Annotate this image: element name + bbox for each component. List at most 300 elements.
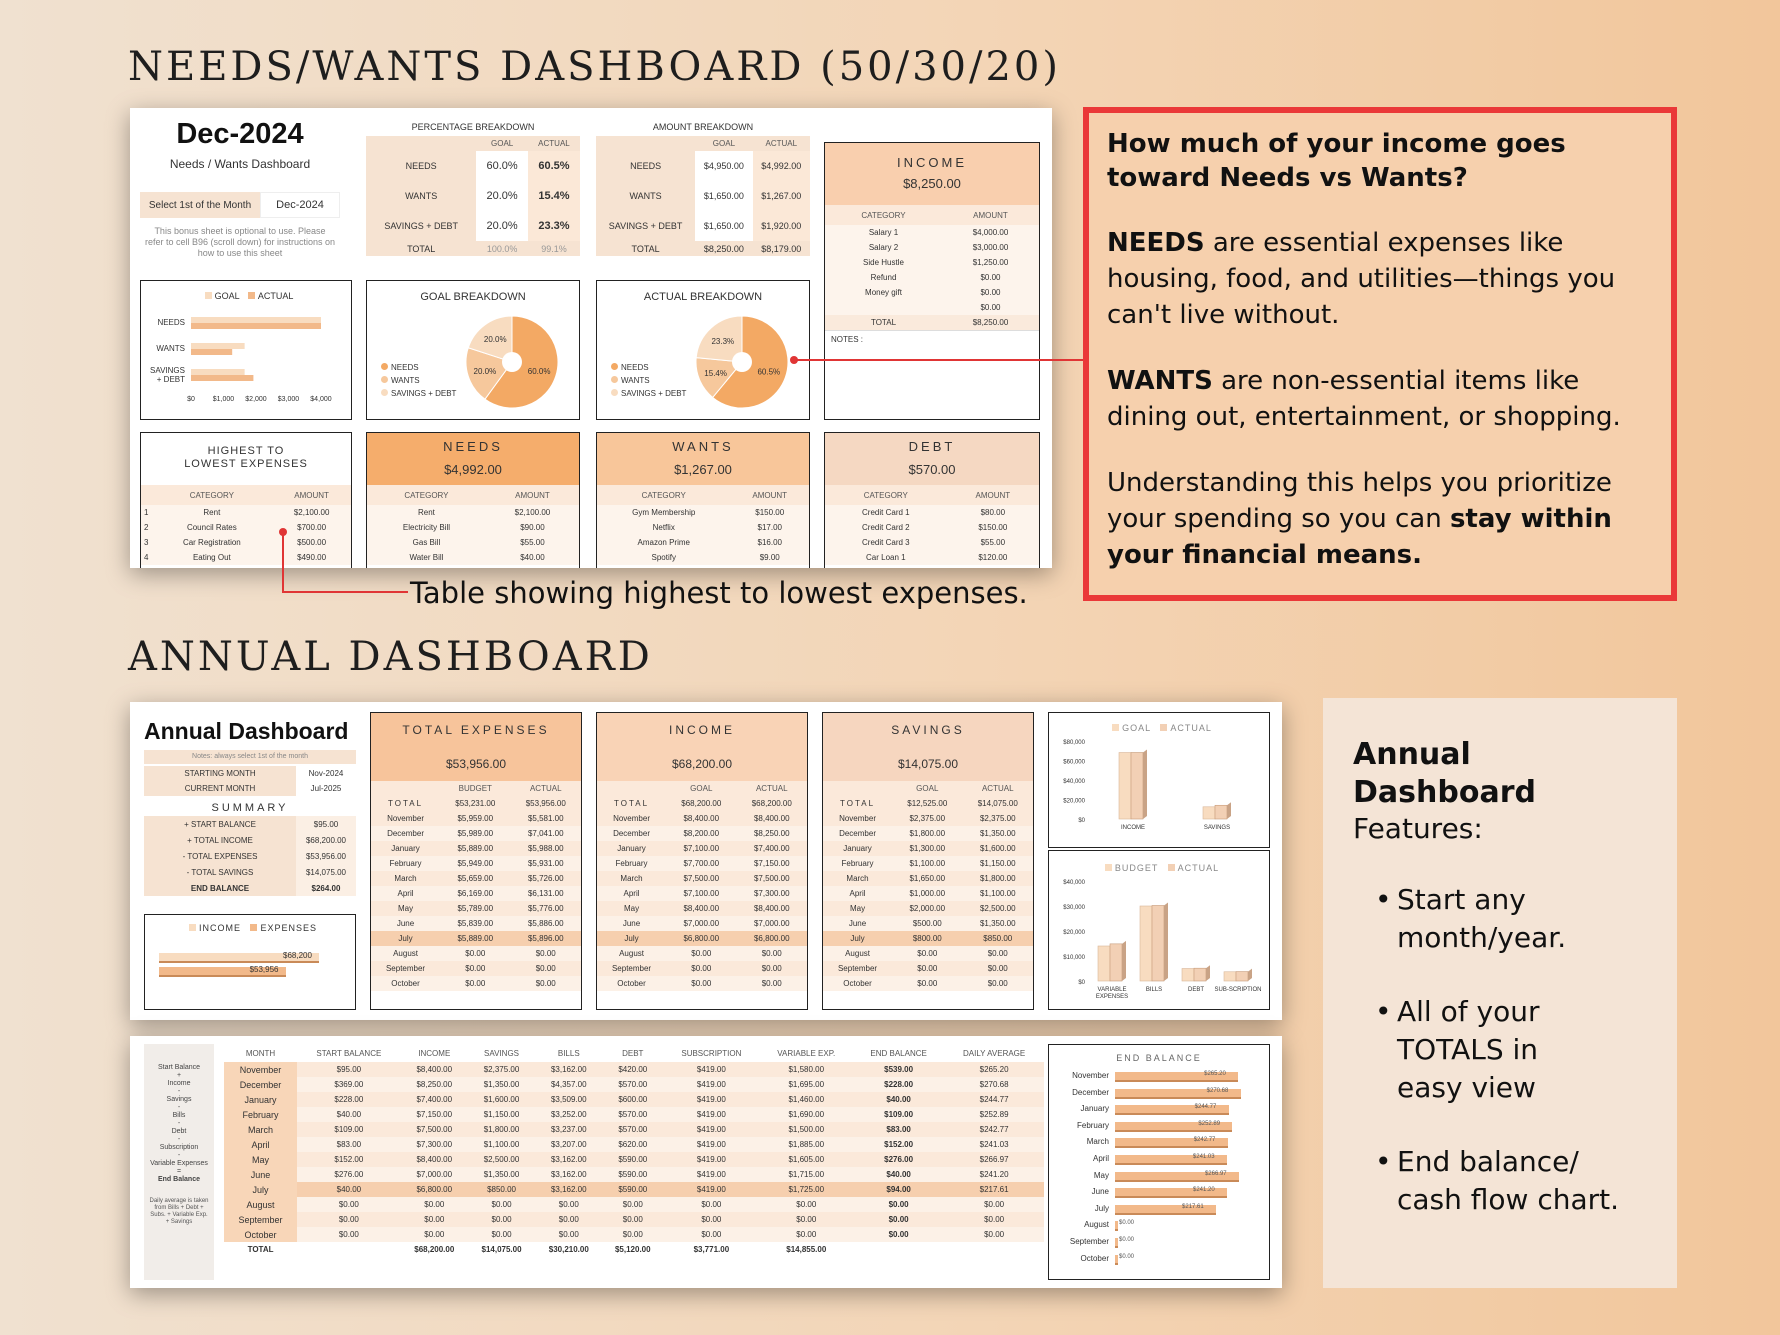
cf-cell: $0.00: [984, 1200, 1005, 1209]
column-side: [1164, 902, 1168, 981]
highest-row-cat: Eating Out: [151, 550, 272, 565]
debt-row-cat: Credit Card 1: [825, 505, 947, 520]
income-row-amt: $3,000.00: [942, 240, 1039, 255]
total-col1: $12,525.00: [907, 799, 948, 808]
cf-cell: $3,162.00: [550, 1155, 587, 1164]
cf-cell: $0.00: [888, 1230, 909, 1239]
month-row: [597, 826, 807, 841]
total-expenses-title: TOTAL EXPENSES: [402, 723, 550, 737]
annual-section-title: ANNUAL DASHBOARD: [128, 634, 653, 680]
month-col1: $800.00: [912, 934, 942, 943]
month-col1: $5,959.00: [457, 814, 494, 823]
cf-cell: $3,237.00: [550, 1125, 587, 1134]
cf-cell: $4,357.00: [550, 1080, 587, 1089]
end-balance-value-label: $252.89: [1198, 1120, 1221, 1127]
annual-income-panel: [596, 712, 808, 1010]
needs-row-amt: $55.00: [486, 535, 579, 550]
bullet-icon: •: [1375, 883, 1392, 916]
cf-cell: $570.00: [618, 1110, 648, 1119]
pct-total-actual: 99.1%: [528, 241, 580, 256]
needs-row-amt: $2,100.00: [486, 505, 579, 520]
wants-row-amt: $9.00: [730, 550, 809, 565]
cf-cell: $1,350.00: [483, 1080, 520, 1089]
callout-understanding: [1107, 465, 1653, 573]
cf-header: DAILY AVERAGE: [962, 1048, 1026, 1058]
income-row-cat: Salary 1: [825, 225, 942, 240]
pct-actual-header: ACTUAL: [528, 136, 580, 151]
needs-row-amt: $90.00: [486, 520, 579, 535]
highest-cat-header: CATEGORY: [189, 490, 234, 500]
month-name: April: [397, 889, 414, 898]
total-col2: $53,956.00: [525, 799, 566, 808]
month-name: January: [617, 844, 646, 853]
end-balance-value-label: $270.68: [1206, 1087, 1229, 1094]
month-row: [597, 886, 807, 901]
cash-flow-legend-label: Bills: [172, 1112, 186, 1119]
cf-cell: $3,509.00: [550, 1095, 587, 1104]
end-balance-value-label: $244.77: [1194, 1104, 1217, 1111]
cash-flow-legend-label: -: [177, 1136, 181, 1143]
cf-cell: $109.00: [884, 1110, 914, 1119]
month-row: [371, 916, 581, 931]
cf-cell: $590.00: [618, 1155, 648, 1164]
month-row: [823, 931, 1033, 946]
annual-savings-title: SAVINGS: [891, 723, 965, 737]
cf-cell: $570.00: [618, 1080, 648, 1089]
month-col1: $8,400.00: [683, 814, 720, 823]
end-balance-month-label: November: [1072, 1071, 1109, 1080]
column-category-label: DEBT: [1187, 987, 1205, 993]
month-col2: $0.00: [535, 979, 556, 988]
month-name: November: [839, 814, 876, 823]
cf-cell: $265.20: [979, 1065, 1009, 1074]
needs-text: are essential expenses like housing, food, and utilities—things you can't live without.: [1107, 228, 1616, 330]
cf-cell: $3,162.00: [550, 1185, 587, 1194]
month-row: [597, 856, 807, 871]
month-col2: $5,726.00: [527, 874, 564, 883]
wants-row-amt: $16.00: [730, 535, 809, 550]
cf-cell: $0.00: [701, 1230, 722, 1239]
needs-row-amt: $40.00: [486, 550, 579, 565]
wants-row-cat: Gym Membership: [597, 505, 730, 520]
column-budget: [1182, 969, 1194, 982]
income-legend-swatch: [189, 924, 196, 931]
cf-row: [224, 1092, 1044, 1107]
month-name: September: [611, 964, 652, 973]
annual-notes: Notes: always select 1st of the month: [144, 750, 356, 764]
needs-bold: NEEDS: [1107, 228, 1205, 258]
income-row-cat: Money gift: [825, 285, 942, 300]
month-name: March: [846, 874, 869, 883]
debt-row-amt: $80.00: [947, 505, 1039, 520]
actual-legend: ACTUAL: [1177, 863, 1220, 873]
callout-question: How much of your income goes toward Needs vs Wants?: [1107, 129, 1566, 193]
pie-slice-label: 20.0%: [473, 366, 497, 376]
month-name: June: [848, 919, 867, 928]
month-col2: $6,131.00: [527, 889, 564, 898]
col1-header: GOAL: [916, 784, 939, 793]
goal-pie-title: GOAL BREAKDOWN: [420, 291, 526, 303]
month-col2: $2,375.00: [979, 814, 1016, 823]
select-month-label: Select 1st of the Month: [140, 192, 260, 218]
summary-label: - TOTAL EXPENSES: [144, 848, 296, 864]
cf-header: START BALANCE: [316, 1048, 382, 1058]
month-col1: $0.00: [917, 964, 938, 973]
month-col1: $0.00: [465, 964, 486, 973]
amt-total-label: TOTAL: [596, 241, 695, 256]
month-col1: $0.00: [691, 949, 712, 958]
cf-cell: $40.00: [886, 1170, 911, 1179]
summary-value: $68,200.00: [296, 832, 356, 848]
month-col2: $0.00: [535, 964, 556, 973]
income-total-label: TOTAL: [825, 315, 942, 330]
cf-cell: $40.00: [336, 1185, 362, 1194]
income-notes[interactable]: NOTES :: [825, 330, 1039, 348]
month-row: [823, 886, 1033, 901]
cf-cell: $0.00: [558, 1230, 579, 1239]
wants-bold: WANTS: [1107, 366, 1213, 396]
debt-row-cat: Credit Card 2: [825, 520, 947, 535]
total-col1: $68,200.00: [681, 799, 722, 808]
cf-cell: $0.00: [338, 1200, 359, 1209]
pct-row-actual: 60.5%: [528, 151, 580, 181]
cf-cell: $1,690.00: [788, 1110, 825, 1119]
summary-label: + START BALANCE: [144, 816, 296, 832]
pie-slice-label: 60.0%: [527, 366, 551, 376]
income-row-cat: Salary 2: [825, 240, 942, 255]
cf-cell: $0.00: [796, 1200, 817, 1209]
month-col1: $7,100.00: [683, 844, 720, 853]
highest-title: HIGHEST TO LOWEST EXPENSES: [184, 445, 308, 470]
end-balance-month-label: February: [1076, 1120, 1109, 1130]
month-col1: $7,000.00: [683, 919, 720, 928]
column-side: [1143, 750, 1147, 819]
month-name: October: [843, 979, 872, 988]
cash-flow-legend-label: +: [176, 1072, 182, 1079]
cf-cell: $244.77: [979, 1095, 1009, 1104]
needs-wants-section-title: NEEDS/WANTS DASHBOARD (50/30/20): [128, 44, 1061, 90]
month-col1: $0.00: [917, 979, 938, 988]
income-legend: INCOME: [198, 923, 241, 933]
month-row: [823, 901, 1033, 916]
cf-cell: $419.00: [696, 1155, 726, 1164]
cf-cell: $590.00: [618, 1185, 648, 1194]
total-label: TOTAL: [614, 799, 650, 808]
rank: 3: [141, 535, 151, 550]
cf-cell: $266.97: [979, 1155, 1009, 1164]
starting-month-label: STARTING MONTH: [144, 766, 296, 781]
month-name: April: [623, 889, 640, 898]
end-balance-value-label: $265.20: [1204, 1071, 1226, 1077]
axis-tick-label: $20,000: [1063, 798, 1085, 805]
cf-cell: $0.00: [984, 1230, 1005, 1239]
cf-cell: $109.00: [334, 1125, 364, 1134]
highest-row-cat: Rent: [151, 505, 272, 520]
cf-cell: $1,605.00: [788, 1155, 825, 1164]
table-pointer-line: [283, 532, 408, 592]
cash-flow-table: [224, 1044, 1044, 1257]
cf-cell: $0.00: [338, 1215, 359, 1224]
needs-row-cat: Electricity Bill: [367, 520, 486, 535]
cf-cell: $419.00: [696, 1170, 726, 1179]
axis-tick-label: $0: [1078, 818, 1085, 824]
end-balance-value-label: $266.97: [1204, 1170, 1227, 1177]
end-balance-month-label: June: [1091, 1187, 1109, 1197]
needs-cat-header: CATEGORY: [404, 490, 449, 500]
cash-flow-sheet: [130, 1036, 1282, 1288]
month-col2: $8,250.00: [753, 829, 790, 838]
column-actual: [1131, 753, 1143, 819]
cash-flow-legend-label: -: [177, 1120, 181, 1127]
debt-title: DEBT: [908, 439, 956, 454]
income-expenses-chart: [144, 914, 356, 1010]
income-amount: $8,250.00: [903, 176, 961, 191]
pie-legend-needs: NEEDS: [621, 363, 649, 372]
month-col2: $0.00: [987, 964, 1008, 973]
amt-row-actual: $4,992.00: [753, 151, 810, 181]
highest-row-amt: $500.00: [272, 535, 351, 550]
wants-title: WANTS: [672, 439, 734, 454]
bar-category-label: + DEBT: [156, 375, 185, 384]
cf-cell: $7,150.00: [416, 1110, 453, 1119]
cf-cell: $8,250.00: [416, 1080, 453, 1089]
cf-cell: $0.00: [796, 1215, 817, 1224]
goal-legend-swatch: [1112, 724, 1119, 731]
cf-cell: November: [224, 1062, 297, 1077]
month-name: August: [619, 949, 644, 958]
cf-cell: $0.00: [491, 1215, 512, 1224]
month-col1: $7,500.00: [683, 874, 720, 883]
cf-cell: $270.68: [979, 1080, 1009, 1089]
end-balance-value-label: $0.00: [1119, 1237, 1135, 1243]
month-col1: $1,800.00: [909, 829, 946, 838]
cf-cell: $0.00: [796, 1230, 817, 1239]
bar-tick-label: $2,000: [245, 396, 267, 403]
column-actual: [1215, 805, 1227, 819]
column-goal: [1119, 753, 1131, 819]
month-row: [823, 871, 1033, 886]
income-title: INCOME: [897, 155, 967, 170]
column-category-label: SAVINGS: [1203, 825, 1231, 831]
rank: 1: [141, 505, 151, 520]
cf-cell: $217.61: [979, 1185, 1009, 1194]
cf-cell: May: [224, 1152, 297, 1167]
month-name: December: [839, 829, 876, 838]
pie-slice-label: 15.4%: [704, 368, 727, 378]
amt-row-actual: $1,920.00: [753, 211, 810, 241]
expenses-legend: EXPENSES: [260, 923, 318, 933]
end-balance-value-label: $241.03: [1192, 1154, 1215, 1160]
features-subtitle: Features:: [1353, 812, 1483, 845]
month-row: [371, 826, 581, 841]
cf-header: SUBSCRIPTION: [681, 1048, 742, 1058]
cf-cell: October: [224, 1227, 297, 1242]
cf-cell: $0.00: [491, 1230, 512, 1239]
highest-amt-header: AMOUNT: [294, 490, 329, 500]
pct-row-goal: 20.0%: [486, 220, 518, 232]
bullet-icon: •: [1375, 995, 1392, 1028]
month-col2: $0.00: [987, 979, 1008, 988]
debt-row-amt: $150.00: [947, 520, 1039, 535]
highest-row-amt: $2,100.00: [272, 505, 351, 520]
wants-amt-header: AMOUNT: [752, 490, 788, 500]
cf-cell: September: [224, 1212, 297, 1227]
actual-legend-swatch: [1168, 864, 1175, 871]
pct-total-goal: 100.0%: [476, 241, 528, 256]
cf-cell: $276.00: [884, 1155, 914, 1164]
month-name: November: [387, 814, 424, 823]
month-col1: $8,200.00: [683, 829, 720, 838]
income-cat-header: CATEGORY: [861, 210, 906, 220]
month-name: December: [387, 829, 424, 838]
cf-cell: $0.00: [888, 1200, 909, 1209]
cf-cell: $1,100.00: [483, 1140, 520, 1149]
feature-item: [1375, 881, 1647, 957]
income-month-table: [597, 781, 807, 991]
cf-cell: $419.00: [696, 1095, 726, 1104]
month-col2: $2,500.00: [979, 904, 1016, 913]
month-col1: $0.00: [465, 979, 486, 988]
cf-cell: $83.00: [886, 1125, 911, 1134]
cf-cell: $0.00: [622, 1230, 643, 1239]
col2-header: ACTUAL: [755, 784, 788, 793]
cf-header: END BALANCE: [870, 1048, 927, 1058]
month-col1: $7,100.00: [683, 889, 720, 898]
income-row-amt: $4,000.00: [942, 225, 1039, 240]
feature-item: [1375, 1143, 1647, 1219]
wants-cat-header: CATEGORY: [641, 490, 686, 500]
cf-cell: $0.00: [888, 1215, 909, 1224]
debt-amount: $570.00: [908, 462, 956, 477]
goal-legend: GOAL: [1122, 723, 1151, 733]
amt-row-goal: $4,950.00: [703, 161, 744, 171]
total-label: TOTAL: [840, 799, 876, 808]
daily-average-note: Daily average is taken from Bills + Debt + Subs. + Variable Exp. + Savings: [149, 1198, 209, 1225]
month-name: August: [393, 949, 418, 958]
pie-legend-wants: WANTS: [391, 376, 420, 385]
month-row: [371, 976, 581, 991]
cf-row: [224, 1077, 1044, 1092]
actual-legend: ACTUAL: [257, 291, 294, 301]
column-side: [1227, 802, 1231, 819]
month-row: [371, 886, 581, 901]
current-month-input[interactable]: Jul-2025: [296, 781, 356, 796]
end-balance-value-label: $217.61: [1182, 1203, 1204, 1210]
month-col1: $1,300.00: [909, 844, 946, 853]
column-goal: [1203, 807, 1215, 819]
month-row: [597, 871, 807, 886]
month-col2: $8,400.00: [753, 904, 790, 913]
feature-text: Start any month/year.: [1397, 883, 1567, 954]
end-balance-bar: [1115, 1255, 1118, 1263]
bullet-icon: •: [1375, 1145, 1392, 1178]
cf-header: INCOME: [418, 1048, 451, 1058]
month-title: Dec-2024: [176, 118, 304, 150]
cf-cell: $3,162.00: [550, 1065, 587, 1074]
cf-total-cell: $68,200.00: [414, 1245, 455, 1254]
cash-flow-legend-label: -: [177, 1088, 181, 1095]
month-col1: $500.00: [912, 919, 942, 928]
summary-title: SUMMARY: [211, 802, 289, 814]
bar-category-label: WANTS: [156, 344, 185, 353]
goal-chart-svg: [1049, 735, 1269, 847]
month-col2: $7,400.00: [753, 844, 790, 853]
month-col2: $0.00: [987, 949, 1008, 958]
bonus-note: This bonus sheet is optional to use. Please refer to cell B96 (scroll down) for instructions on how to use this sheet: [144, 226, 336, 258]
cf-header: MONTH: [245, 1048, 276, 1058]
month-row: [371, 871, 581, 886]
pct-row-goal: 60.0%: [486, 160, 518, 172]
annual-income-title: INCOME: [669, 723, 735, 737]
cash-flow-legend-label: Savings: [166, 1096, 192, 1103]
needs-title: NEEDS: [443, 439, 503, 454]
month-col1: $0.00: [691, 964, 712, 973]
month-name: October: [617, 979, 646, 988]
col2-header: ACTUAL: [981, 784, 1014, 793]
select-month-input[interactable]: Dec-2024: [260, 192, 340, 218]
highest-row-cat: Council Rates: [151, 520, 272, 535]
budget-chart-svg: [1049, 875, 1269, 1009]
feature-item: [1375, 993, 1647, 1107]
month-name: September: [837, 964, 878, 973]
amt-total-actual: $8,179.00: [753, 241, 810, 256]
month-row: [597, 901, 807, 916]
income-row-amt: $0.00: [942, 285, 1039, 300]
pie-slice-label: 60.5%: [757, 367, 781, 377]
actual-pie-title: ACTUAL BREAKDOWN: [643, 291, 763, 303]
end-balance-month-label: August: [1084, 1220, 1109, 1230]
expenses-month-table: [371, 781, 581, 991]
month-name: June: [396, 919, 415, 928]
pct-total-label: TOTAL: [366, 241, 476, 256]
total-col1: $53,231.00: [455, 799, 496, 808]
cf-cell: $242.77: [979, 1125, 1009, 1134]
cf-header: BILLS: [557, 1048, 580, 1058]
income-row-amt: $1,250.00: [942, 255, 1039, 270]
end-balance-bar: [1115, 1238, 1118, 1246]
cf-cell: August: [224, 1197, 297, 1212]
month-col2: $1,800.00: [979, 874, 1016, 883]
end-balance-month-label: March: [1086, 1137, 1109, 1147]
cf-total-cell: $30,210.00: [548, 1245, 589, 1254]
month-row: [823, 826, 1033, 841]
month-col2: $0.00: [761, 979, 782, 988]
cf-total-cell: $14,855.00: [786, 1245, 827, 1254]
cf-cell: $369.00: [334, 1080, 364, 1089]
month-col1: $0.00: [917, 949, 938, 958]
pct-row-label: WANTS: [366, 181, 476, 211]
cf-row: [224, 1197, 1044, 1212]
table-caption: Table showing highest to lowest expenses.: [410, 576, 1028, 610]
month-row: [597, 811, 807, 826]
summary-label: + TOTAL INCOME: [144, 832, 296, 848]
month-row: [823, 856, 1033, 871]
month-col1: $2,000.00: [909, 904, 946, 913]
bar-tick-label: $4,000: [310, 396, 332, 403]
cf-row: [224, 1167, 1044, 1182]
cf-cell: $3,252.00: [550, 1110, 587, 1119]
cf-cell: $228.00: [334, 1095, 364, 1104]
month-name: July: [624, 934, 639, 943]
bar-tick-label: $1,000: [212, 396, 235, 403]
cf-cell: $0.00: [701, 1200, 722, 1209]
starting-month-input[interactable]: Nov-2024: [296, 766, 356, 781]
features-title: Annual Dashboard: [1353, 737, 1536, 810]
understanding-text: Understanding this helps you prioritize your spending so you can: [1107, 468, 1612, 534]
end-balance-chart: [1048, 1044, 1270, 1280]
month-row: [371, 841, 581, 856]
needs-row-cat: Gas Bill: [367, 535, 486, 550]
